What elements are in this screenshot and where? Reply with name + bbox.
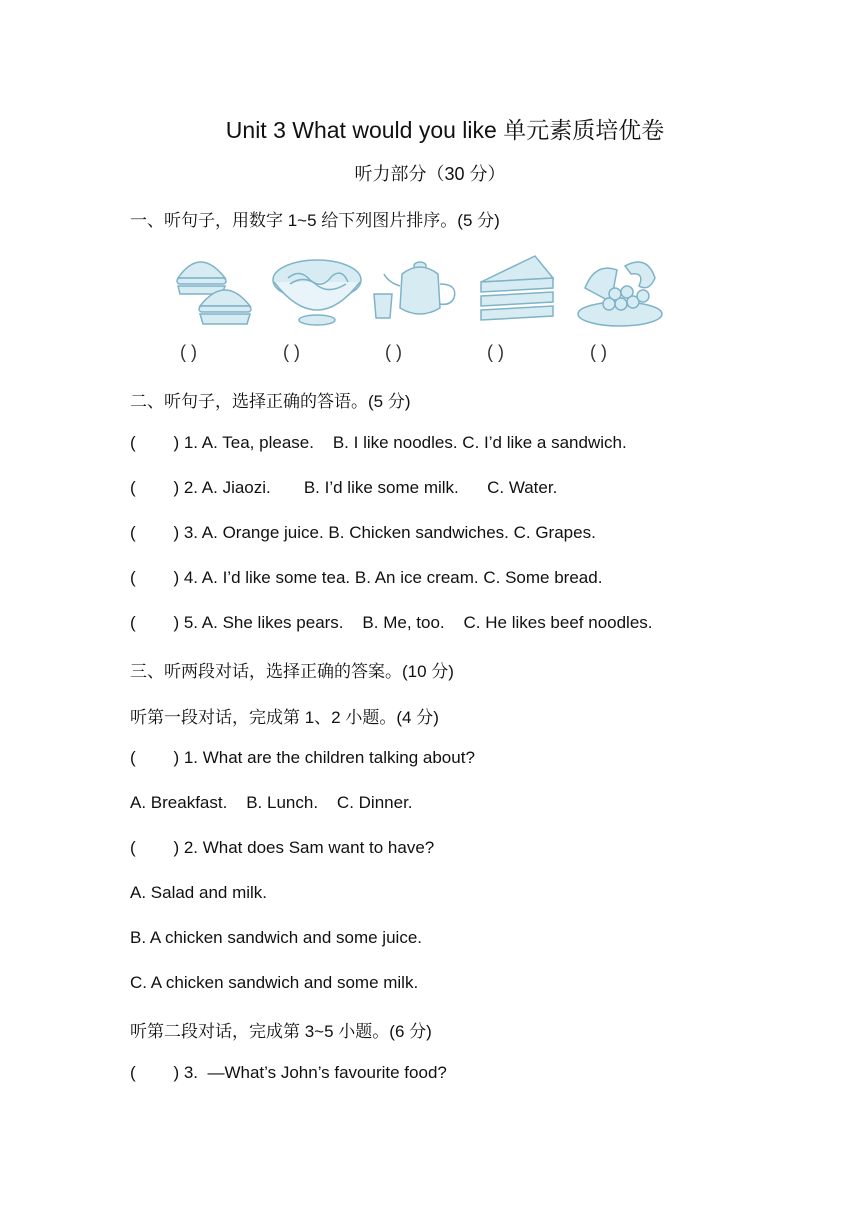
answer-blank-3[interactable]: ( ): [385, 342, 402, 362]
noodles-picture: [270, 248, 365, 333]
tea-picture: [370, 248, 465, 333]
answer-blank-5[interactable]: ( ): [590, 342, 607, 362]
picture-row: [170, 248, 670, 338]
section2-question-4: ( ) 4. A. I’d like some tea. B. An ice cream. C. Some bread.: [130, 568, 603, 587]
answer-blank-1[interactable]: ( ): [180, 342, 197, 362]
section1-heading: 一、听句子，用数字 1~5 给下列图片排序。(5 分): [130, 211, 500, 230]
section2-question-3: ( ) 3. A. Orange juice. B. Chicken sandwiches. C. Grapes.: [130, 523, 596, 542]
section2-question-5: ( ) 5. A. She likes pears. B. Me, too. C. He likes beef noodles.: [130, 613, 653, 632]
section2-heading: 二、听句子，选择正确的答语。(5 分): [130, 392, 411, 411]
hamburger-picture: [170, 248, 265, 333]
section3-question-3: ( ) 3. —What’s John’s favourite food?: [130, 1063, 447, 1082]
section3-question-1-options: A. Breakfast. B. Lunch. C. Dinner.: [130, 793, 413, 812]
section3-question-2-option-c: C. A chicken sandwich and some milk.: [130, 973, 419, 992]
dialog1-intro: 听第一段对话，完成第 1、2 小题。(4 分): [130, 708, 439, 727]
section3-question-1: ( ) 1. What are the children talking about?: [130, 748, 475, 767]
page-subtitle: 听力部分（30 分）: [354, 164, 506, 184]
section3-question-2-option-a: A. Salad and milk.: [130, 883, 268, 902]
section3-question-2: ( ) 2. What does Sam want to have?: [130, 838, 435, 857]
dialog2-intro: 听第二段对话，完成第 3~5 小题。(6 分): [130, 1022, 432, 1041]
fruit-picture: [575, 248, 670, 333]
section2-question-1: ( ) 1. A. Tea, please. B. I like noodles. C. I’d like a sandwich.: [130, 433, 627, 452]
section3-heading: 三、听两段对话，选择正确的答案。(10 分): [130, 662, 454, 681]
section2-question-2: ( ) 2. A. Jiaozi. B. I’d like some milk. C. Water.: [130, 478, 558, 497]
page-title: Unit 3 What would you like 单元素质培优卷: [225, 117, 665, 143]
sandwich-picture: [475, 248, 570, 333]
section3-question-2-option-b: B. A chicken sandwich and some juice.: [130, 928, 422, 947]
answer-blank-4[interactable]: ( ): [487, 342, 504, 362]
answer-blank-2[interactable]: ( ): [283, 342, 300, 362]
